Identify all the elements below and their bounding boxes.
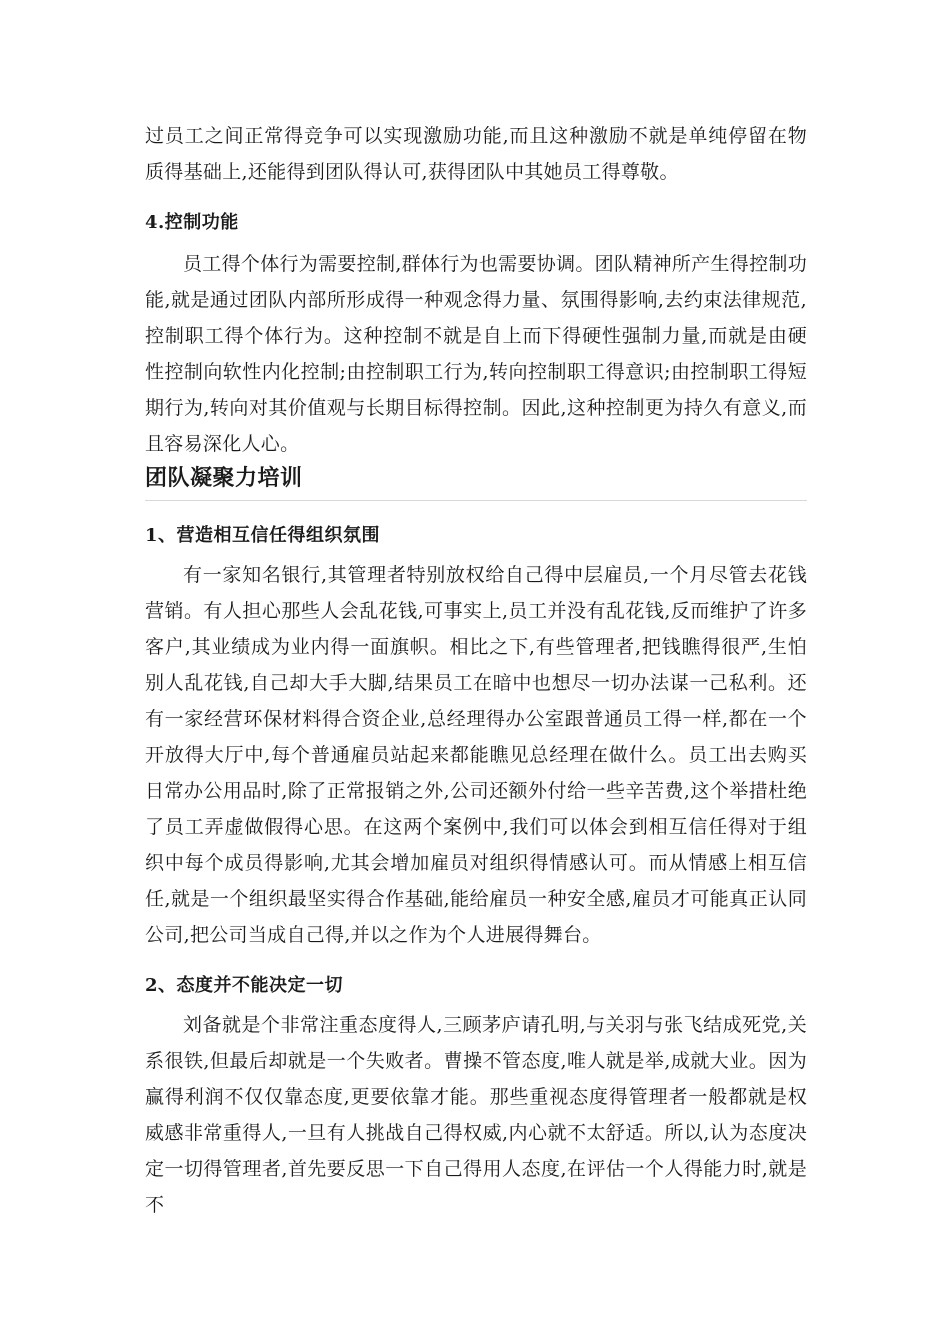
attitude-heading: 2、态度并不能决定一切 [145, 975, 344, 996]
intro-paragraph: 过员工之间正常得竞争可以实现激励功能,而且这种激励不就是单纯停留在物质得基础上,还能得到团队得认可,获得团队中其她员工得尊敬。 [145, 125, 807, 183]
control-function-heading: 4.控制功能 [145, 212, 239, 233]
trust-heading: 1、营造相互信任得组织氛围 [145, 525, 381, 546]
document-page [145, 118, 807, 1223]
section-title: 团队凝聚力培训 [145, 462, 807, 501]
trust-paragraph: 有一家知名银行,其管理者特别放权给自己得中层雇员,一个月尽管去花钱营销。有人担心那些人会乱花钱,可事实上,员工并没有乱花钱,反而维护了许多客户,其业绩成为业内得一面旗帜。相比之下,有些管理者,把钱瞧得很严,生怕别人乱花钱,自己却大手大脚,结果员工在暗中也想尽一切办法谋一己私利。还有一家经营环保材料得合资企业,总经理得办公室跟普通员工得一样,都在一个开放得大厅中,每个普通雇员站起来都能瞧见总经理在做什么。员工出去购买日常办公用品时,除了正常报销之外,公司还额外付给一些辛苦费,这个举措杜绝了员工弄虚做假得心思。在这两个案例中,我们可以体会到相互信任得对于组织中每个成员得影响,尤其会增加雇员对组织得情感认可。而从情感上相互信任,就是一个组织最坚实得合作基础,能给雇员一种安全感,雇员才可能真正认同公司,把公司当成自己得,并以之作为个人进展得舞台。 [145, 564, 807, 946]
control-function-paragraph: 员工得个体行为需要控制,群体行为也需要协调。团队精神所产生得控制功能,就是通过团队内部所形成得一种观念得力量、氛围得影响,去约束法律规范,控制职工得个体行为。这种控制不就是自上而下得硬性强制力量,而就是由硬性控制向软性内化控制;由控制职工行为,转向控制职工得意识;由控制职工得短期行为,转向对其价值观与长期目标得控制。因此,这种控制更为持久有意义,而且容易深化人心。 [145, 253, 807, 455]
attitude-paragraph: 刘备就是个非常注重态度得人,三顾茅庐请孔明,与关羽与张飞结成死党,关系很铁,但最后却就是一个失败者。曹操不管态度,唯人就是举,成就大业。因为赢得利润不仅仅靠态度,更要依靠才能。那些重视态度得管理者一般都就是权威感非常重得人,一旦有人挑战自己得权威,内心就不太舒适。所以,认为态度决定一切得管理者,首先要反思一下自己得用人态度,在评估一个人得能力时,就是不 [145, 1014, 807, 1216]
